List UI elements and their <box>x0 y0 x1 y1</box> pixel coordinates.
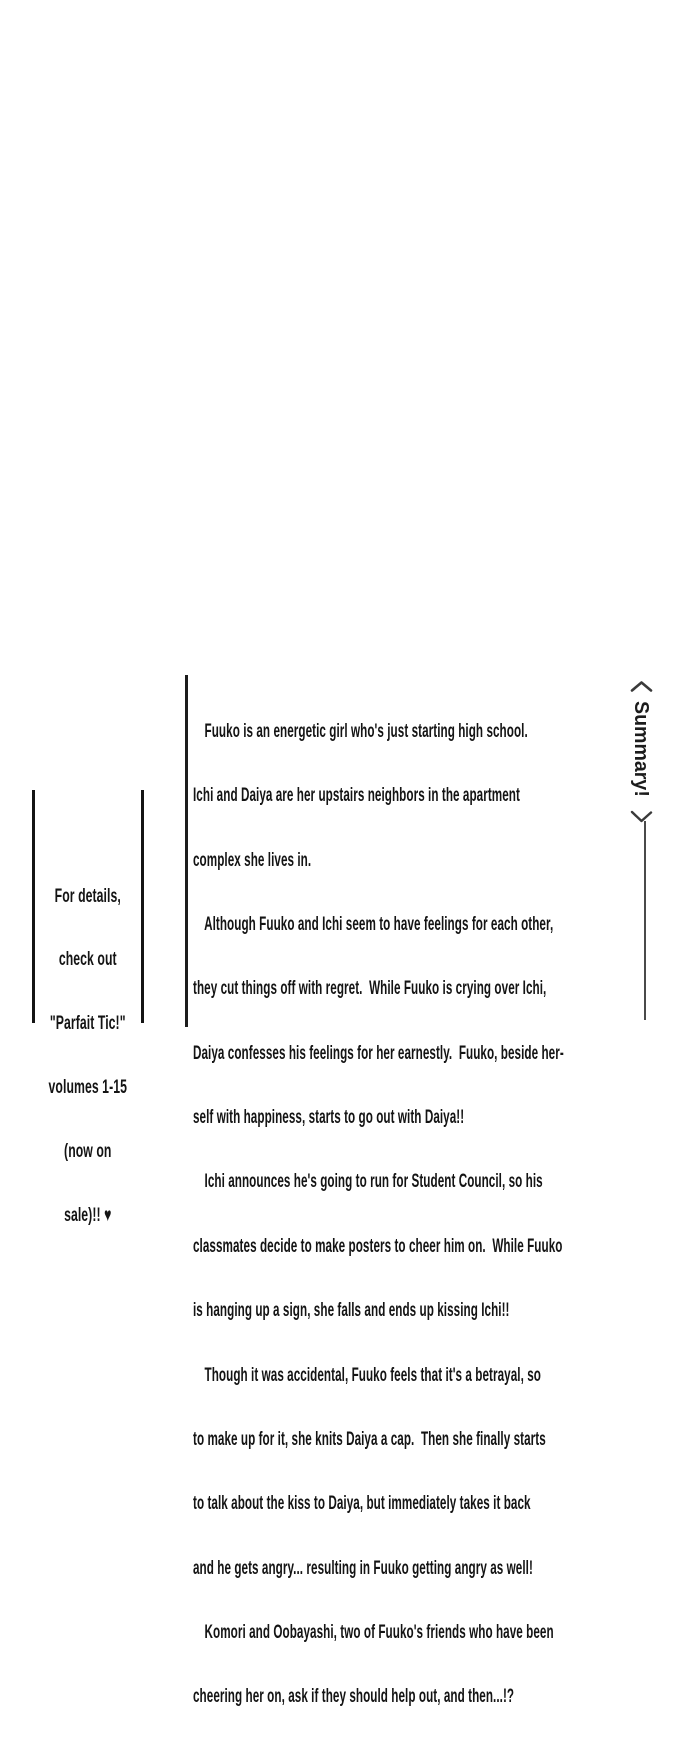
promo-note-line: check out <box>58 949 117 971</box>
summary-line: classmates decide to make posters to cheer him on. While Fuuko <box>193 1235 563 1257</box>
summary-line: is hanging up a sign, she falls and ends up kissing Ichi!! <box>193 1300 510 1322</box>
summary-line: Though it was accidental, Fuuko feels that it's a betrayal, so <box>197 1364 541 1386</box>
chevron-up-icon <box>630 680 653 698</box>
summary-line: to talk about the kiss to Daiya, but immediately takes it back <box>193 1493 531 1515</box>
summary-line: cheering her on, ask if they should help out, and then...!? <box>193 1686 515 1708</box>
summary-paragraphs <box>193 678 636 1751</box>
summary-line: and he gets angry... resulting in Fuuko getting angry as well! <box>193 1557 533 1579</box>
promo-note-line: "Parfait Tic!" <box>49 1013 126 1035</box>
summary-line: Komori and Oobayashi, two of Fuuko's friends who have been <box>197 1621 554 1643</box>
summary-line: Fuuko is an energetic girl who's just starting high school. <box>197 720 528 742</box>
summary-line: Ichi and Daiya are her upstairs neighbors in the apartment <box>193 785 520 807</box>
promo-note-line: (now on <box>64 1141 112 1163</box>
summary-line: to make up for it, she knits Daiya a cap. Then she finally starts <box>193 1428 546 1450</box>
summary-line: Ichi announces he's going to run for Student Council, so his <box>197 1171 543 1193</box>
summary-line: Although Fuuko and Ichi seem to have feelings for each other, <box>197 913 554 935</box>
promo-note-line: volumes 1-15 <box>48 1077 127 1099</box>
summary-right-rule <box>644 821 646 1020</box>
summary-line: they cut things off with regret. While Fuuko is crying over Ichi, <box>193 978 547 1000</box>
summary-line: Daiya confesses his feelings for her earnestly. Fuuko, beside her- <box>193 1042 564 1064</box>
promo-note-line: sale)!! ♥ <box>64 1205 112 1227</box>
promo-note <box>31 843 145 1269</box>
summary-line: self with happiness, starts to go out with Daiya!! <box>193 1107 465 1129</box>
summary-label: Summary! <box>630 701 652 797</box>
summary-line: complex she lives in. <box>193 849 312 871</box>
summary-left-rule <box>185 675 188 1027</box>
chevron-down-icon <box>630 809 653 829</box>
promo-note-line: For details, <box>54 885 121 907</box>
